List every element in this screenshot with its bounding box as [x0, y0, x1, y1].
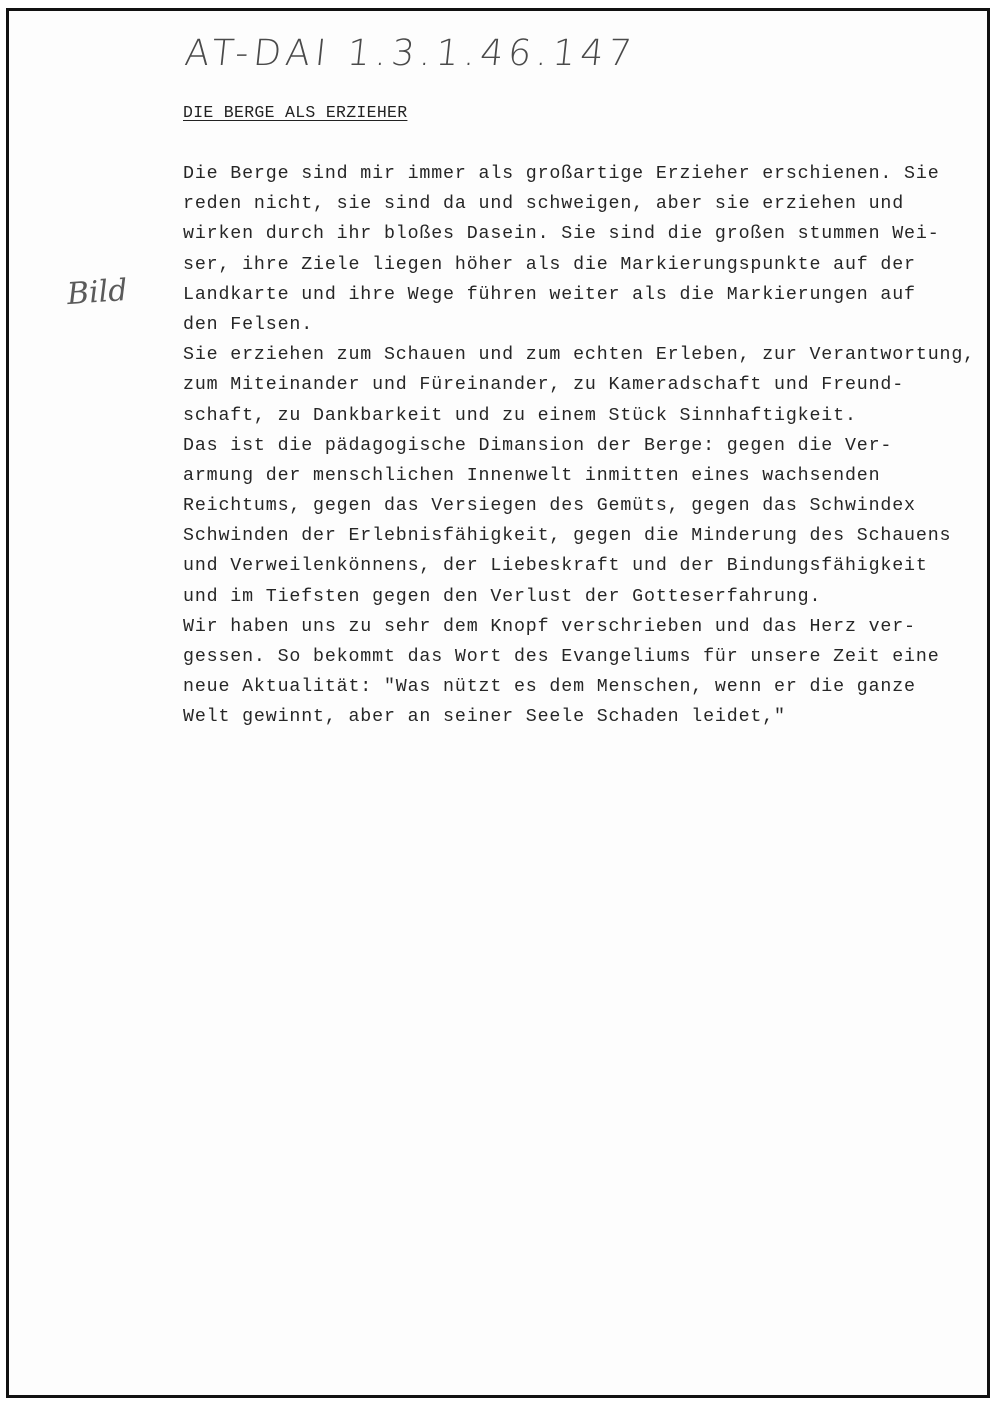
text-line-18: neue Aktualität: "Was nützt es dem Menschen, wenn er die ganze	[183, 677, 916, 698]
text-line-12: Reichtums, gegen das Versiegen des Gemüts, gegen das Schwindex	[183, 496, 916, 517]
text-line-3: wirken durch ihr bloßes Dasein. Sie sind die großen stummen Wei-	[183, 224, 940, 245]
text-line-7: Sie erziehen zum Schauen und zum echten Erleben, zur Verantwortung,	[183, 345, 975, 366]
text-line-2: reden nicht, sie sind da und schweigen, aber sie erziehen und	[183, 194, 905, 215]
text-line-17: gessen. So bekommt das Wort des Evangeliums für unsere Zeit eine	[183, 647, 940, 667]
text-line-15: und im Tiefsten gegen den Verlust der Gotteserfahrung.	[183, 586, 822, 607]
text-line-5: Landkarte und ihre Wege führen weiter als die Markierungen auf	[183, 284, 916, 305]
text-line-11: armung der menschlichen Innenwelt inmitten eines wachsenden	[183, 465, 881, 486]
text-line-16: Wir haben uns zu sehr dem Knopf verschrieben und das Herz ver-	[183, 616, 916, 637]
typed-body-text	[183, 159, 983, 733]
margin-note-handwritten: Bild	[65, 272, 129, 313]
document-page	[6, 8, 990, 1398]
text-line-8: zum Miteinander und Füreinander, zu Kameradschaft und Freund-	[183, 375, 905, 396]
text-line-9: schaft, zu Dankbarkeit und zu einem Stück Sinnhaftigkeit.	[183, 405, 857, 426]
document-title: DIE BERGE ALS ERZIEHER	[183, 103, 408, 122]
text-line-6: den Felsen.	[183, 314, 314, 335]
text-line-1: Die Berge sind mir immer als großartige Erzieher erschienen. Sie	[183, 164, 940, 184]
text-line-14: und Verweilenkönnens, der Liebeskraft und der Bindungsfähigkeit	[183, 556, 928, 577]
text-line-19: Welt gewinnt, aber an seiner Seele Schaden leidet,"	[183, 707, 786, 728]
archive-reference-handwritten: AT-DAI 1.3.1.46.147	[182, 33, 639, 74]
text-line-4: ser, ihre Ziele liegen höher als die Markierungspunkte auf der	[183, 254, 916, 275]
text-line-10: Das ist die pädagogische Dimansion der Berge: gegen die Ver-	[183, 435, 893, 456]
text-line-13: Schwinden der Erlebnisfähigkeit, gegen die Minderung des Schauens	[183, 526, 952, 547]
